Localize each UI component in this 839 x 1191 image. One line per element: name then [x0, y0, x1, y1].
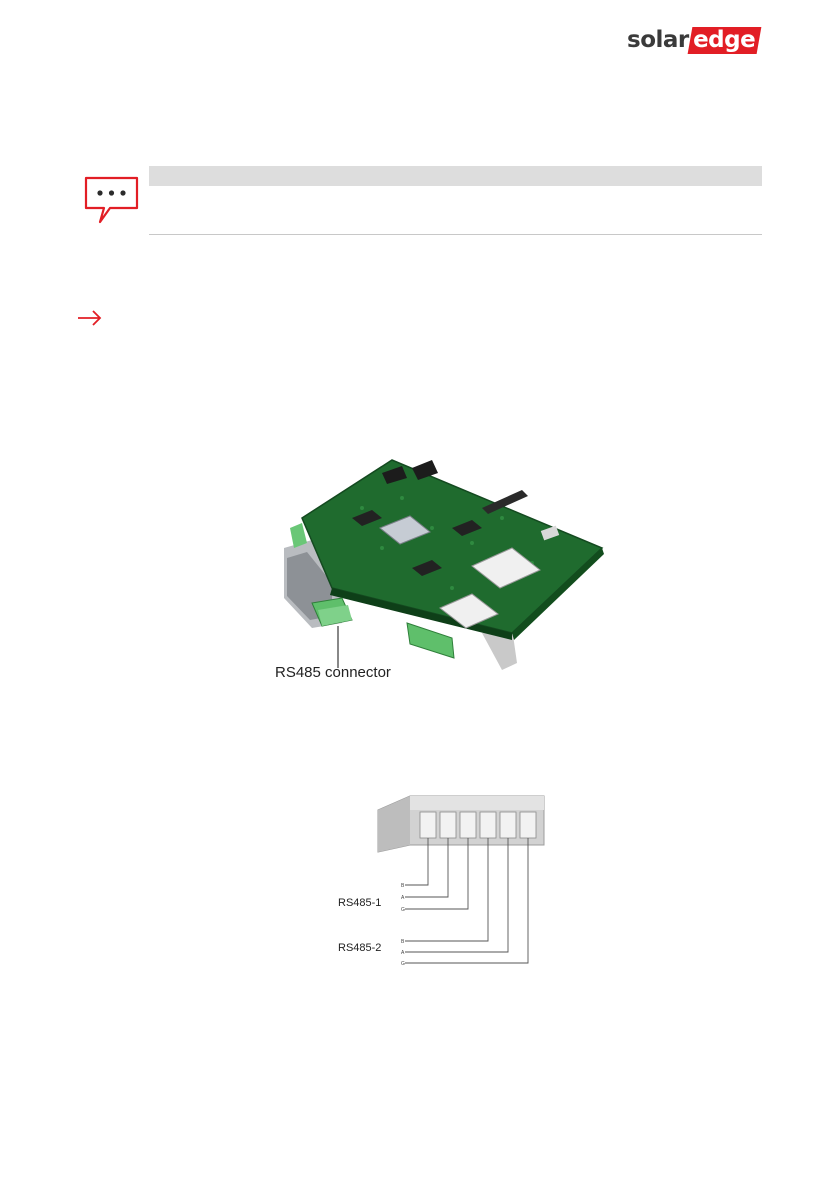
note-header-bar [149, 166, 762, 186]
solaredge-logo [627, 26, 759, 54]
communication-board-image [272, 448, 622, 686]
note-bottom-rule [149, 234, 762, 235]
logo-edge-badge [687, 27, 761, 54]
speech-bubble-ellipsis-icon [82, 176, 142, 226]
rs485-1-label: RS485-1 [338, 897, 382, 909]
pin-letter-g-1: G [401, 907, 405, 913]
logo-solar-text: solar [627, 27, 689, 53]
pin-letter-a-1: A [401, 895, 405, 901]
rs485-2-label: RS485-2 [338, 942, 382, 954]
right-arrow-icon [76, 303, 104, 327]
pin-letter-g-2: G [401, 961, 405, 967]
board-caption: RS485 connector [275, 664, 391, 681]
pin-letter-b-2: B [401, 939, 405, 945]
logo-edge-text: edge [692, 26, 755, 53]
pin-letter-a-2: A [401, 950, 405, 956]
pin-letter-b-1: B [401, 883, 405, 889]
